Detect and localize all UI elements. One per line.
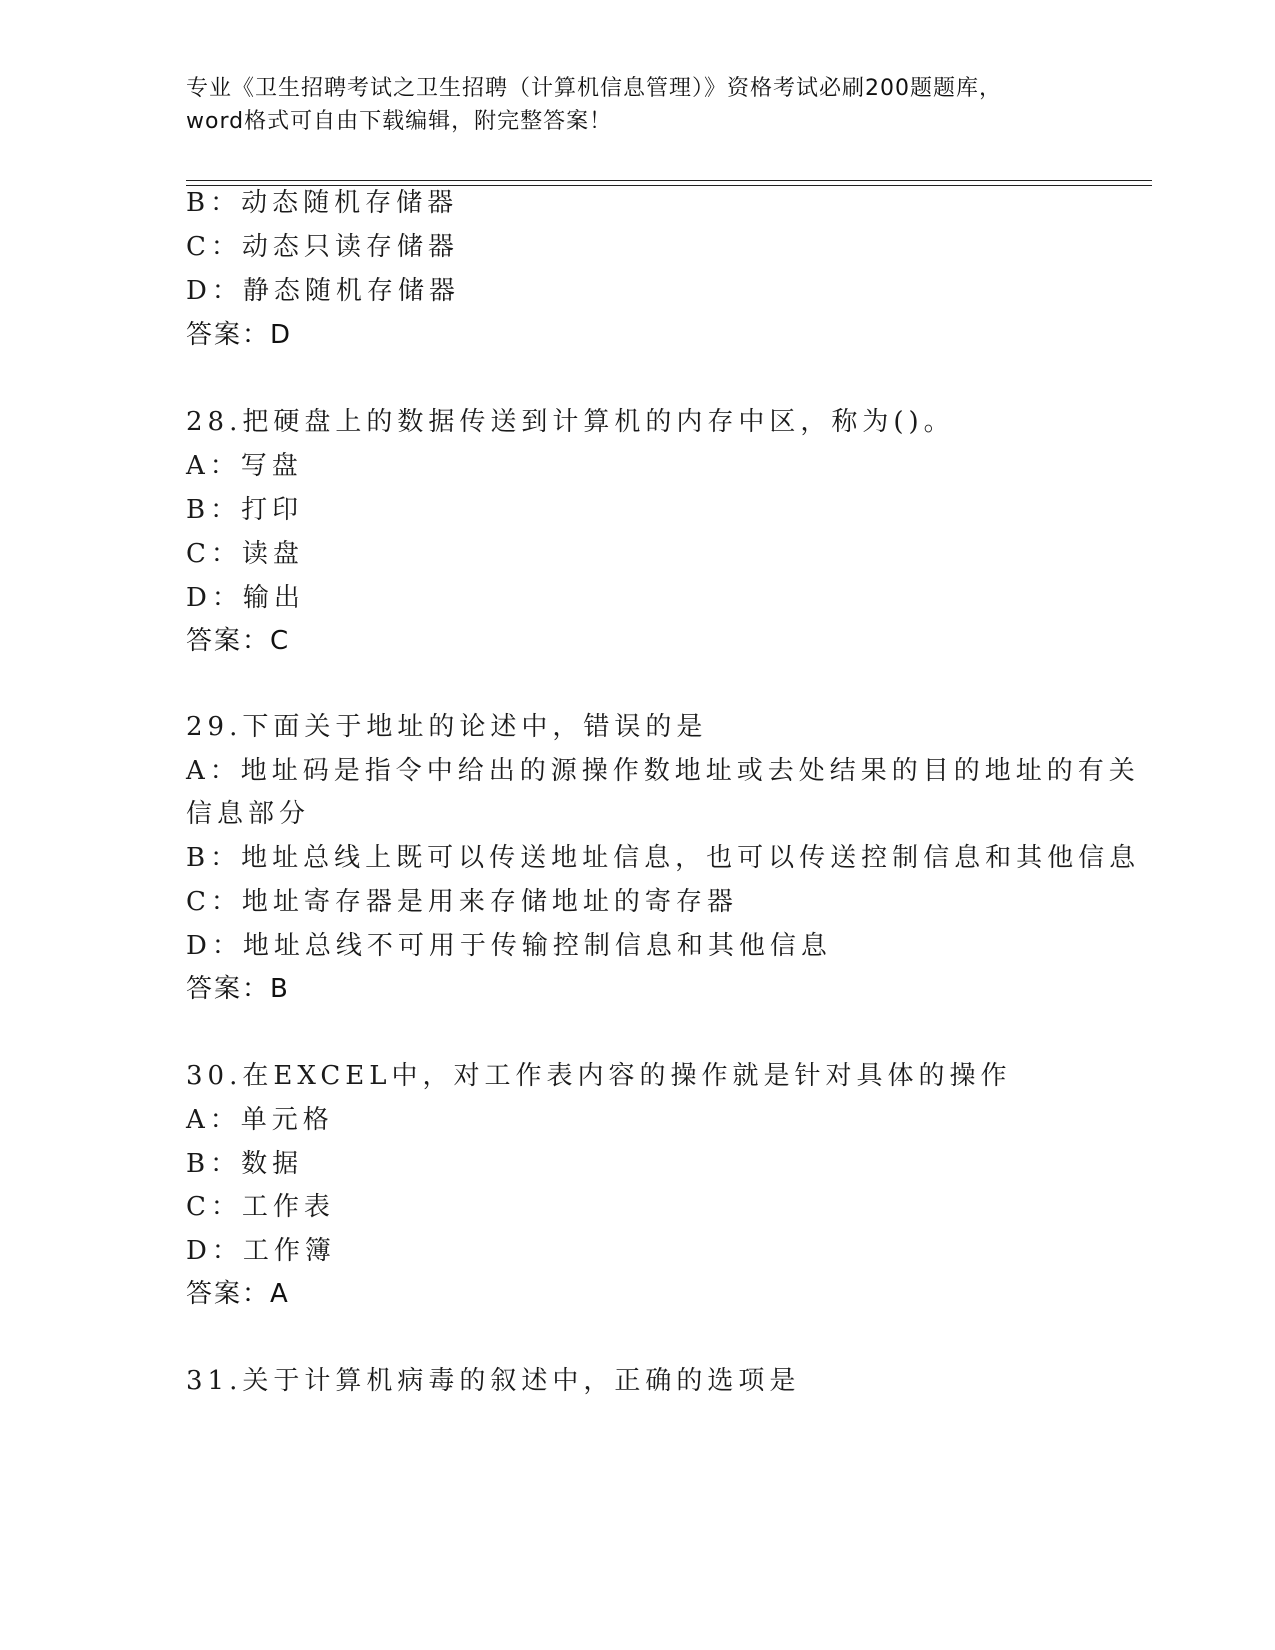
q29-option-c: C：地址寄存器是用来存储地址的寄存器 (186, 887, 738, 917)
q29-option-a-line-2: 信息部分 (186, 799, 311, 829)
q28-option-c: C：读盘 (186, 539, 304, 569)
q30-option-a: A：单元格 (186, 1105, 334, 1135)
q30-option-d: D：工作簿 (186, 1236, 336, 1266)
q29-question: 29.下面关于地址的论述中，错误的是 (186, 712, 708, 742)
q28-option-a: A：写盘 (186, 451, 303, 481)
header-line-1: 专业《卫生招聘考试之卫生招聘（计算机信息管理）》资格考试必刷200题题库， (186, 76, 1002, 101)
q27-option-d: D：静态随机存储器 (186, 276, 460, 306)
q29-option-d: D：地址总线不可用于传输控制信息和其他信息 (186, 931, 832, 961)
q28-question: 28.把硬盘上的数据传送到计算机的内存中区，称为()。 (186, 407, 955, 437)
document-header (186, 72, 1086, 138)
q27-option-c: C：动态只读存储器 (186, 232, 459, 262)
q29-answer: 答案：B (186, 974, 290, 1004)
q28-answer: 答案：C (186, 626, 291, 656)
q31-question: 31.关于计算机病毒的叙述中，正确的选项是 (186, 1366, 801, 1396)
q30-question: 30.在EXCEL中，对工作表内容的操作就是针对具体的操作 (186, 1061, 1012, 1091)
header-line-2: word格式可自由下载编辑，附完整答案！ (186, 109, 613, 134)
q30-option-b: B：数据 (186, 1149, 304, 1179)
q28-option-d: D：输出 (186, 583, 305, 613)
q29-option-b: B：地址总线上既可以传送地址信息，也可以传送控制信息和其他信息 (186, 843, 1141, 873)
q29-option-a-line-1: A：地址码是指令中给出的源操作数地址或去处结果的目的地址的有关 (186, 756, 1140, 786)
q30-answer: 答案：A (186, 1279, 290, 1309)
q27-answer: 答案：D (186, 320, 293, 350)
header-divider-top (186, 180, 1152, 181)
q30-option-c: C：工作表 (186, 1192, 335, 1222)
q28-option-b: B：打印 (186, 495, 304, 525)
q27-option-b: B：动态随机存储器 (186, 188, 459, 218)
